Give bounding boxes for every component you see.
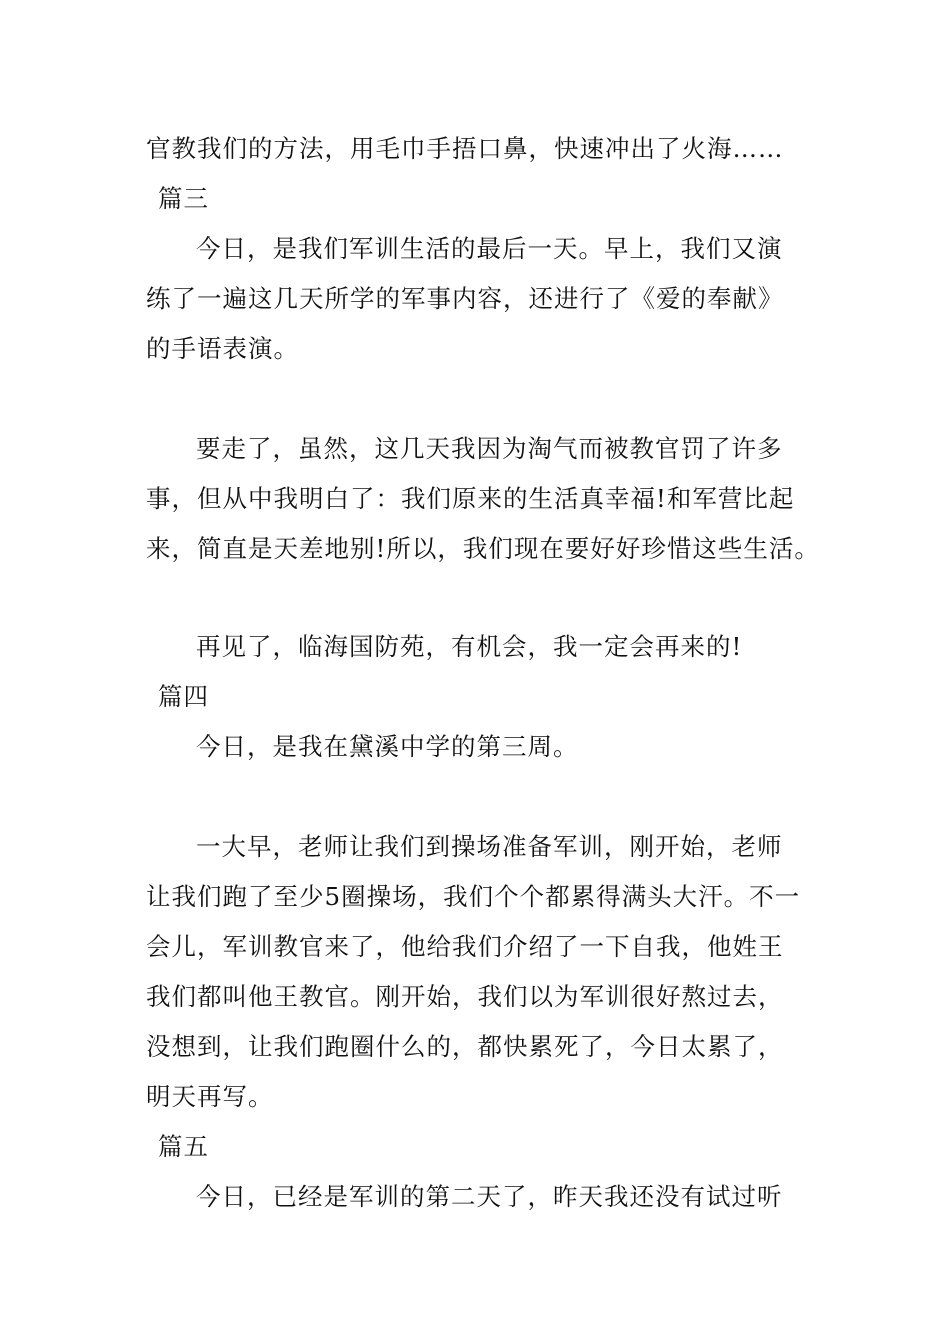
section-heading: 篇五 <box>158 1132 209 1161</box>
text-line: 今日，已经是军训的第二天了，昨天我还没有试过听 <box>196 1182 783 1211</box>
text-line: 事，但从中我明白了：我们原来的生活真幸福!和军营比起 <box>146 484 795 513</box>
text-line: 的手语表演。 <box>146 334 299 363</box>
text-line: 我们都叫他王教官。刚开始，我们以为军训很好熬过去， <box>146 982 784 1011</box>
text-line: 练了一遍这几天所学的军事内容，还进行了《爱的奉献》 <box>146 284 784 313</box>
text-line: 没想到，让我们跑圈什么的，都快累死了，今日太累了， <box>146 1032 784 1061</box>
text-line: 会儿，军训教官来了，他给我们介绍了一下自我，他姓王 <box>146 932 784 961</box>
text-line: 让我们跑了至少5圈操场，我们个个都累得满头大汗。不一 <box>146 882 801 911</box>
section-heading: 篇四 <box>158 682 209 711</box>
text-line: 要走了，虽然，这几天我因为淘气而被教官罚了许多 <box>196 434 783 463</box>
text-line: 一大早，老师让我们到操场准备军训，刚开始，老师 <box>196 832 783 861</box>
text-line: 明天再写。 <box>146 1082 274 1111</box>
text-line: 来，简直是天差地别!所以，我们现在要好好珍惜这些生活。 <box>146 534 820 563</box>
text-line: 官教我们的方法，用毛巾手捂口鼻，快速冲出了火海…… <box>146 134 784 163</box>
text-line: 再见了，临海国防苑，有机会，我一定会再来的! <box>196 632 743 661</box>
text-line: 今日，是我在黛溪中学的第三周。 <box>196 732 579 761</box>
section-heading: 篇三 <box>158 184 209 213</box>
text-line: 今日，是我们军训生活的最后一天。早上，我们又演 <box>196 234 783 263</box>
